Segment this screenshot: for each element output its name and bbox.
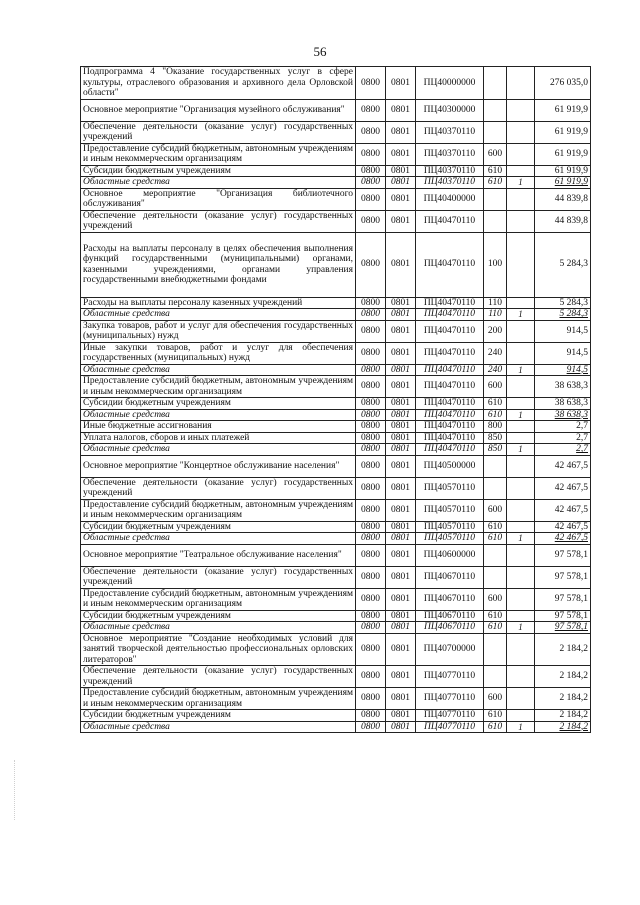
section-code-cell: 0800 [356, 533, 386, 545]
section-code-cell: 0800 [356, 455, 386, 477]
amount-cell [535, 409, 591, 421]
expense-type-cell: 600 [484, 688, 507, 710]
budget-table [80, 66, 591, 733]
target-article-cell: ПЦ40470110 [416, 376, 484, 398]
row-name-cell: Обеспечение деятельности (оказание услуг) государственных учреждений [81, 210, 356, 232]
expense-type-cell: 600 [484, 376, 507, 398]
source-code-cell [507, 544, 535, 566]
target-article-cell: ПЦ40470110 [416, 421, 484, 433]
section-code-cell: 0800 [356, 364, 386, 376]
section-code-cell: 0800 [356, 376, 386, 398]
amount-cell [535, 444, 591, 456]
row-name-cell: Основное мероприятие "Театральное обслуживание населения" [81, 544, 356, 566]
table-row [81, 633, 591, 666]
expense-type-cell: 600 [484, 499, 507, 521]
section-code-cell: 0800 [356, 688, 386, 710]
table-row [81, 177, 591, 189]
target-article-cell: ПЦ40500000 [416, 455, 484, 477]
table-row [81, 521, 591, 533]
expense-type-cell: 610 [484, 521, 507, 533]
subsection-code-cell: 0801 [386, 666, 416, 688]
table-row [81, 309, 591, 321]
section-code-cell: 0800 [356, 610, 386, 622]
expense-type-cell [484, 188, 507, 210]
section-code-cell: 0800 [356, 177, 386, 189]
amount-cell: 276 035,0 [535, 67, 591, 100]
target-article-cell: ПЦ40470110 [416, 398, 484, 410]
row-name-cell: Областные средства [81, 409, 356, 421]
target-article-cell: ПЦ40600000 [416, 544, 484, 566]
row-name-cell: Субсидии бюджетным учреждениям [81, 610, 356, 622]
target-article-cell: ПЦ40470110 [416, 232, 484, 297]
subsection-code-cell: 0801 [386, 633, 416, 666]
target-article-cell: ПЦ40370110 [416, 143, 484, 165]
table-row [81, 320, 591, 342]
amount-cell: 61 919,9 [535, 121, 591, 143]
amount-cell [535, 622, 591, 634]
amount-cell: 2 184,2 [535, 710, 591, 722]
section-code-cell: 0800 [356, 521, 386, 533]
target-article-cell: ПЦ40370110 [416, 177, 484, 189]
row-name-cell: Иные закупки товаров, работ и услуг для обеспечения государственных (муниципальных) нужд [81, 342, 356, 364]
section-code-cell: 0800 [356, 188, 386, 210]
source-code-cell [507, 566, 535, 588]
subsection-code-cell: 0801 [386, 610, 416, 622]
expense-type-cell: 600 [484, 588, 507, 610]
table-row [81, 364, 591, 376]
row-name-cell: Иные бюджетные ассигнования [81, 421, 356, 433]
source-code-cell [507, 477, 535, 499]
amount-cell [535, 177, 591, 189]
table-row [81, 566, 591, 588]
source-code-cell [507, 710, 535, 722]
section-code-cell: 0800 [356, 409, 386, 421]
amount-cell [535, 533, 591, 545]
source-code-cell [507, 421, 535, 433]
expense-type-cell [484, 455, 507, 477]
expense-type-cell: 610 [484, 533, 507, 545]
subsection-code-cell: 0801 [386, 499, 416, 521]
source-code-cell [507, 67, 535, 100]
source-code-cell [507, 499, 535, 521]
row-name-cell: Областные средства [81, 622, 356, 634]
subsection-code-cell: 0801 [386, 177, 416, 189]
subsection-code-cell: 0801 [386, 232, 416, 297]
section-code-cell: 0800 [356, 342, 386, 364]
table-row [81, 499, 591, 521]
row-name-cell: Основное мероприятие "Организация библиотечного обслуживания" [81, 188, 356, 210]
table-row [81, 688, 591, 710]
source-code-cell [507, 342, 535, 364]
expense-type-cell [484, 666, 507, 688]
subsection-code-cell: 0801 [386, 721, 416, 733]
expense-type-cell: 610 [484, 610, 507, 622]
row-name-cell: Областные средства [81, 533, 356, 545]
row-name-cell: Обеспечение деятельности (оказание услуг) государственных учреждений [81, 566, 356, 588]
expense-type-cell: 110 [484, 297, 507, 309]
table-row [81, 67, 591, 100]
budget-table-body [81, 67, 591, 733]
row-name-cell: Подпрограмма 4 "Оказание государственных услуг в сфере культуры, отраслевого образования и архивного дела Орловской области" [81, 67, 356, 100]
target-article-cell: ПЦ40470110 [416, 297, 484, 309]
row-name-cell: Закупка товаров, работ и услуг для обеспечения государственных (муниципальных) нужд [81, 320, 356, 342]
amount-cell: 42 467,5 [535, 499, 591, 521]
source-code-cell [507, 610, 535, 622]
source-code-cell: 1 [507, 444, 535, 456]
row-name-cell: Предоставление субсидий бюджетным, автономным учреждениям и иным некоммерческим организациям [81, 143, 356, 165]
source-code-cell [507, 188, 535, 210]
source-code-cell [507, 320, 535, 342]
table-row [81, 409, 591, 421]
table-row [81, 622, 591, 634]
subsection-code-cell: 0801 [386, 432, 416, 444]
target-article-cell: ПЦ40770110 [416, 710, 484, 722]
target-article-cell: ПЦ40300000 [416, 99, 484, 121]
section-code-cell: 0800 [356, 210, 386, 232]
row-name-cell: Областные средства [81, 444, 356, 456]
expense-type-cell: 610 [484, 165, 507, 177]
source-code-cell [507, 143, 535, 165]
row-name-cell: Обеспечение деятельности (оказание услуг) государственных учреждений [81, 477, 356, 499]
section-code-cell: 0800 [356, 666, 386, 688]
target-article-cell: ПЦ40470110 [416, 342, 484, 364]
amount-cell: 42 467,5 [535, 521, 591, 533]
source-code-cell [507, 633, 535, 666]
expense-type-cell: 610 [484, 622, 507, 634]
target-article-cell: ПЦ40670110 [416, 588, 484, 610]
target-article-cell: ПЦ40570110 [416, 499, 484, 521]
subsection-code-cell: 0801 [386, 309, 416, 321]
row-name-cell: Областные средства [81, 177, 356, 189]
expense-type-cell: 610 [484, 398, 507, 410]
amount-cell: 5 284,3 [535, 232, 591, 297]
table-row [81, 721, 591, 733]
amount-cell: 61 919,9 [535, 99, 591, 121]
source-code-cell [507, 165, 535, 177]
table-row [81, 455, 591, 477]
subsection-code-cell: 0801 [386, 67, 416, 100]
subsection-code-cell: 0801 [386, 421, 416, 433]
subsection-code-cell: 0801 [386, 622, 416, 634]
expense-type-cell [484, 99, 507, 121]
table-row [81, 121, 591, 143]
subsection-code-cell: 0801 [386, 99, 416, 121]
amount-cell: 5 284,3 [535, 297, 591, 309]
amount-cell: 914,5 [535, 342, 591, 364]
source-code-cell [507, 297, 535, 309]
target-article-cell: ПЦ40570110 [416, 521, 484, 533]
table-row [81, 610, 591, 622]
amount-cell: 2,7 [535, 432, 591, 444]
row-name-cell: Субсидии бюджетным учреждениям [81, 710, 356, 722]
row-name-cell: Субсидии бюджетным учреждениям [81, 398, 356, 410]
row-name-cell: Основное мероприятие "Организация музейного обслуживания" [81, 99, 356, 121]
source-code-cell [507, 121, 535, 143]
section-code-cell: 0800 [356, 499, 386, 521]
expense-type-cell: 800 [484, 421, 507, 433]
source-code-cell [507, 455, 535, 477]
row-name-cell: Предоставление субсидий бюджетным, автономным учреждениям и иным некоммерческим организациям [81, 688, 356, 710]
row-name-cell: Предоставление субсидий бюджетным, автономным учреждениям и иным некоммерческим организациям [81, 588, 356, 610]
section-code-cell: 0800 [356, 588, 386, 610]
table-row [81, 533, 591, 545]
source-code-cell: 1 [507, 409, 535, 421]
target-article-cell: ПЦ40670110 [416, 622, 484, 634]
subsection-code-cell: 0801 [386, 688, 416, 710]
table-row [81, 99, 591, 121]
expense-type-cell [484, 566, 507, 588]
amount-cell: 38 638,3 [535, 398, 591, 410]
row-name-cell: Обеспечение деятельности (оказание услуг) государственных учреждений [81, 121, 356, 143]
expense-type-cell [484, 544, 507, 566]
table-row [81, 444, 591, 456]
amount-cell: 44 839,8 [535, 210, 591, 232]
subsection-code-cell: 0801 [386, 364, 416, 376]
section-code-cell: 0800 [356, 143, 386, 165]
target-article-cell: ПЦ40570110 [416, 533, 484, 545]
subsection-code-cell: 0801 [386, 188, 416, 210]
table-row [81, 165, 591, 177]
row-name-cell: Расходы на выплаты персоналу казенных учреждений [81, 297, 356, 309]
source-code-cell [507, 588, 535, 610]
expense-type-cell [484, 67, 507, 100]
section-code-cell: 0800 [356, 67, 386, 100]
expense-type-cell: 610 [484, 721, 507, 733]
section-code-cell: 0800 [356, 721, 386, 733]
subsection-code-cell: 0801 [386, 320, 416, 342]
amount-cell [535, 309, 591, 321]
subsection-code-cell: 0801 [386, 444, 416, 456]
amount-value: 42 467,5 [554, 533, 588, 543]
subsection-code-cell: 0801 [386, 521, 416, 533]
expense-type-cell: 240 [484, 342, 507, 364]
amount-cell: 61 919,9 [535, 143, 591, 165]
target-article-cell: ПЦ40670110 [416, 610, 484, 622]
expense-type-cell [484, 633, 507, 666]
page-number: 56 [313, 44, 327, 59]
expense-type-cell: 850 [484, 444, 507, 456]
table-row [81, 421, 591, 433]
section-code-cell: 0800 [356, 710, 386, 722]
amount-cell: 97 578,1 [535, 610, 591, 622]
subsection-code-cell: 0801 [386, 376, 416, 398]
row-name-cell: Расходы на выплаты персоналу в целях обеспечения выполнения функций государственными (муниципальными) органами, казенными учреждениями, органами управления государственными внебюджетными фондами [81, 232, 356, 297]
source-code-cell: 1 [507, 177, 535, 189]
section-code-cell: 0800 [356, 566, 386, 588]
subsection-code-cell: 0801 [386, 544, 416, 566]
source-code-cell [507, 398, 535, 410]
source-code-cell [507, 666, 535, 688]
section-code-cell: 0800 [356, 444, 386, 456]
source-code-cell: 1 [507, 721, 535, 733]
subsection-code-cell: 0801 [386, 533, 416, 545]
source-code-cell [507, 688, 535, 710]
subsection-code-cell: 0801 [386, 398, 416, 410]
amount-value: 2,7 [576, 444, 588, 454]
subsection-code-cell: 0801 [386, 342, 416, 364]
subsection-code-cell: 0801 [386, 455, 416, 477]
table-row [81, 342, 591, 364]
amount-cell: 97 578,1 [535, 588, 591, 610]
amount-cell: 61 919,9 [535, 165, 591, 177]
section-code-cell: 0800 [356, 121, 386, 143]
amount-value: 38 638,3 [554, 409, 588, 420]
source-code-cell [507, 232, 535, 297]
target-article-cell: ПЦ40770110 [416, 721, 484, 733]
amount-cell: 44 839,8 [535, 188, 591, 210]
subsection-code-cell: 0801 [386, 710, 416, 722]
amount-value: 914,5 [566, 364, 588, 375]
table-row [81, 666, 591, 688]
section-code-cell: 0800 [356, 165, 386, 177]
target-article-cell: ПЦ40470110 [416, 320, 484, 342]
target-article-cell: ПЦ40670110 [416, 566, 484, 588]
subsection-code-cell: 0801 [386, 566, 416, 588]
row-name-cell: Предоставление субсидий бюджетным, автономным учреждениям и иным некоммерческим организациям [81, 376, 356, 398]
section-code-cell: 0800 [356, 633, 386, 666]
table-row [81, 432, 591, 444]
section-code-cell: 0800 [356, 622, 386, 634]
row-name-cell: Уплата налогов, сборов и иных платежей [81, 432, 356, 444]
section-code-cell: 0800 [356, 477, 386, 499]
target-article-cell: ПЦ40570110 [416, 477, 484, 499]
amount-value: 61 919,9 [554, 177, 588, 187]
subsection-code-cell: 0801 [386, 165, 416, 177]
source-code-cell [507, 521, 535, 533]
expense-type-cell: 610 [484, 409, 507, 421]
source-code-cell: 1 [507, 364, 535, 376]
amount-value: 97 578,1 [554, 622, 588, 632]
amount-value: 5 284,3 [559, 309, 588, 319]
subsection-code-cell: 0801 [386, 409, 416, 421]
amount-cell [535, 364, 591, 376]
table-row [81, 232, 591, 297]
section-code-cell: 0800 [356, 297, 386, 309]
table-row [81, 588, 591, 610]
row-name-cell: Обеспечение деятельности (оказание услуг) государственных учреждений [81, 666, 356, 688]
source-code-cell: 1 [507, 533, 535, 545]
expense-type-cell [484, 477, 507, 499]
expense-type-cell: 240 [484, 364, 507, 376]
amount-cell: 2 184,2 [535, 688, 591, 710]
expense-type-cell: 110 [484, 309, 507, 321]
source-code-cell [507, 99, 535, 121]
target-article-cell: ПЦ40470110 [416, 409, 484, 421]
row-name-cell: Основное мероприятие "Концертное обслуживание населения" [81, 455, 356, 477]
table-row [81, 544, 591, 566]
expense-type-cell: 200 [484, 320, 507, 342]
target-article-cell: ПЦ40770110 [416, 666, 484, 688]
amount-cell: 2 184,2 [535, 633, 591, 666]
row-name-cell: Субсидии бюджетным учреждениям [81, 521, 356, 533]
section-code-cell: 0800 [356, 309, 386, 321]
section-code-cell: 0800 [356, 320, 386, 342]
subsection-code-cell: 0801 [386, 121, 416, 143]
amount-cell: 97 578,1 [535, 566, 591, 588]
source-code-cell [507, 376, 535, 398]
row-name-cell: Предоставление субсидий бюджетным, автономным учреждениям и иным некоммерческим организациям [81, 499, 356, 521]
subsection-code-cell: 0801 [386, 297, 416, 309]
subsection-code-cell: 0801 [386, 210, 416, 232]
amount-cell: 2 184,2 [535, 666, 591, 688]
amount-cell [535, 721, 591, 733]
amount-cell: 42 467,5 [535, 477, 591, 499]
section-code-cell: 0800 [356, 398, 386, 410]
expense-type-cell: 850 [484, 432, 507, 444]
table-row [81, 398, 591, 410]
target-article-cell: ПЦ40400000 [416, 188, 484, 210]
section-code-cell: 0800 [356, 421, 386, 433]
target-article-cell: ПЦ40470110 [416, 432, 484, 444]
amount-cell: 42 467,5 [535, 455, 591, 477]
target-article-cell: ПЦ40370110 [416, 165, 484, 177]
source-code-cell: 1 [507, 622, 535, 634]
target-article-cell: ПЦ40000000 [416, 67, 484, 100]
section-code-cell: 0800 [356, 544, 386, 566]
subsection-code-cell: 0801 [386, 477, 416, 499]
table-row [81, 376, 591, 398]
table-row [81, 297, 591, 309]
amount-value: 2 184,2 [559, 721, 588, 732]
amount-cell: 2,7 [535, 421, 591, 433]
expense-type-cell: 610 [484, 710, 507, 722]
target-article-cell: ПЦ40770110 [416, 688, 484, 710]
target-article-cell: ПЦ40470110 [416, 364, 484, 376]
expense-type-cell: 610 [484, 177, 507, 189]
target-article-cell: ПЦ40370110 [416, 121, 484, 143]
table-row [81, 210, 591, 232]
row-name-cell: Субсидии бюджетным учреждениям [81, 165, 356, 177]
table-row [81, 477, 591, 499]
amount-cell: 914,5 [535, 320, 591, 342]
target-article-cell: ПЦ40700000 [416, 633, 484, 666]
scan-margin-marks [14, 760, 17, 820]
source-code-cell [507, 210, 535, 232]
source-code-cell: 1 [507, 309, 535, 321]
row-name-cell: Основное мероприятие "Создание необходимых условий для занятий творческой деятельностью профессиональных орловских литераторов" [81, 633, 356, 666]
amount-cell: 97 578,1 [535, 544, 591, 566]
amount-cell: 38 638,3 [535, 376, 591, 398]
row-name-cell: Областные средства [81, 309, 356, 321]
expense-type-cell [484, 210, 507, 232]
table-row [81, 143, 591, 165]
target-article-cell: ПЦ40470110 [416, 444, 484, 456]
target-article-cell: ПЦ40470110 [416, 309, 484, 321]
expense-type-cell [484, 121, 507, 143]
section-code-cell: 0800 [356, 232, 386, 297]
table-row [81, 188, 591, 210]
row-name-cell: Областные средства [81, 364, 356, 376]
section-code-cell: 0800 [356, 432, 386, 444]
table-row [81, 710, 591, 722]
target-article-cell: ПЦ40470110 [416, 210, 484, 232]
expense-type-cell: 600 [484, 143, 507, 165]
subsection-code-cell: 0801 [386, 143, 416, 165]
row-name-cell: Областные средства [81, 721, 356, 733]
section-code-cell: 0800 [356, 99, 386, 121]
source-code-cell [507, 432, 535, 444]
expense-type-cell: 100 [484, 232, 507, 297]
subsection-code-cell: 0801 [386, 588, 416, 610]
